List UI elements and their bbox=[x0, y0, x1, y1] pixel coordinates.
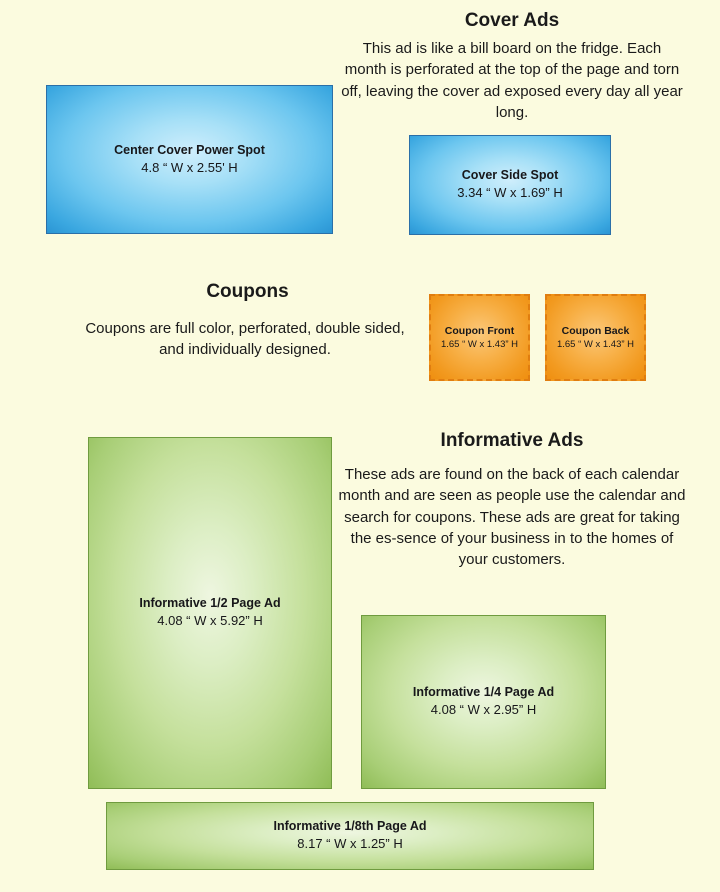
coupon-front-dimensions: 1.65 “ W x 1.43” H bbox=[440, 338, 519, 350]
coupon-back-label: Coupon Back bbox=[561, 324, 630, 337]
informative-half-page-ad-box[interactable] bbox=[88, 437, 332, 789]
cover-side-spot-label: Cover Side Spot bbox=[461, 168, 559, 183]
informative-eighth-page-ad-label: Informative 1/8th Page Ad bbox=[273, 819, 427, 834]
informative-ads-description: These ads are found on the back of each calendar month and are seen as people use the calendar and search for coupons. These ads are great for taking the es-sence of your business in to the homes of your customers. bbox=[338, 466, 686, 569]
center-cover-power-spot-box[interactable] bbox=[46, 85, 333, 234]
center-cover-power-spot-label: Center Cover Power Spot bbox=[114, 142, 265, 157]
coupon-back-dimensions: 1.65 “ W x 1.43” H bbox=[556, 338, 635, 350]
informative-eighth-page-ad-dimensions: 8.17 “ W x 1.25” H bbox=[297, 836, 403, 852]
informative-quarter-page-ad-box[interactable] bbox=[361, 615, 606, 789]
coupons-title: Coupons bbox=[206, 281, 289, 302]
informative-quarter-page-ad-label: Informative 1/4 Page Ad bbox=[412, 685, 555, 700]
coupon-back-box[interactable] bbox=[545, 294, 646, 381]
cover-ads-description: This ad is like a bill board on the fridge. Each month is perforated at the top of the page and torn off, leaving the cover ad exposed every day all year long. bbox=[341, 40, 683, 121]
coupon-front-box[interactable] bbox=[429, 294, 530, 381]
informative-quarter-page-ad-dimensions: 4.08 “ W x 2.95” H bbox=[430, 702, 537, 718]
informative-eighth-page-ad-box[interactable] bbox=[106, 802, 594, 870]
informative-half-page-ad-label: Informative 1/2 Page Ad bbox=[139, 596, 281, 611]
center-cover-power-spot-dimensions: 4.8 “ W x 2.55' H bbox=[141, 159, 238, 175]
cover-ads-title: Cover Ads bbox=[464, 10, 560, 31]
informative-ads-title: Informative Ads bbox=[440, 430, 584, 451]
informative-half-page-ad-dimensions: 4.08 “ W x 5.92” H bbox=[157, 613, 263, 629]
cover-side-spot-box[interactable] bbox=[409, 135, 611, 235]
coupon-front-label: Coupon Front bbox=[444, 324, 515, 337]
cover-side-spot-dimensions: 3.34 “ W x 1.69” H bbox=[457, 185, 563, 201]
coupons-description: Coupons are full color, perforated, double sided, and individually designed. bbox=[85, 320, 405, 359]
